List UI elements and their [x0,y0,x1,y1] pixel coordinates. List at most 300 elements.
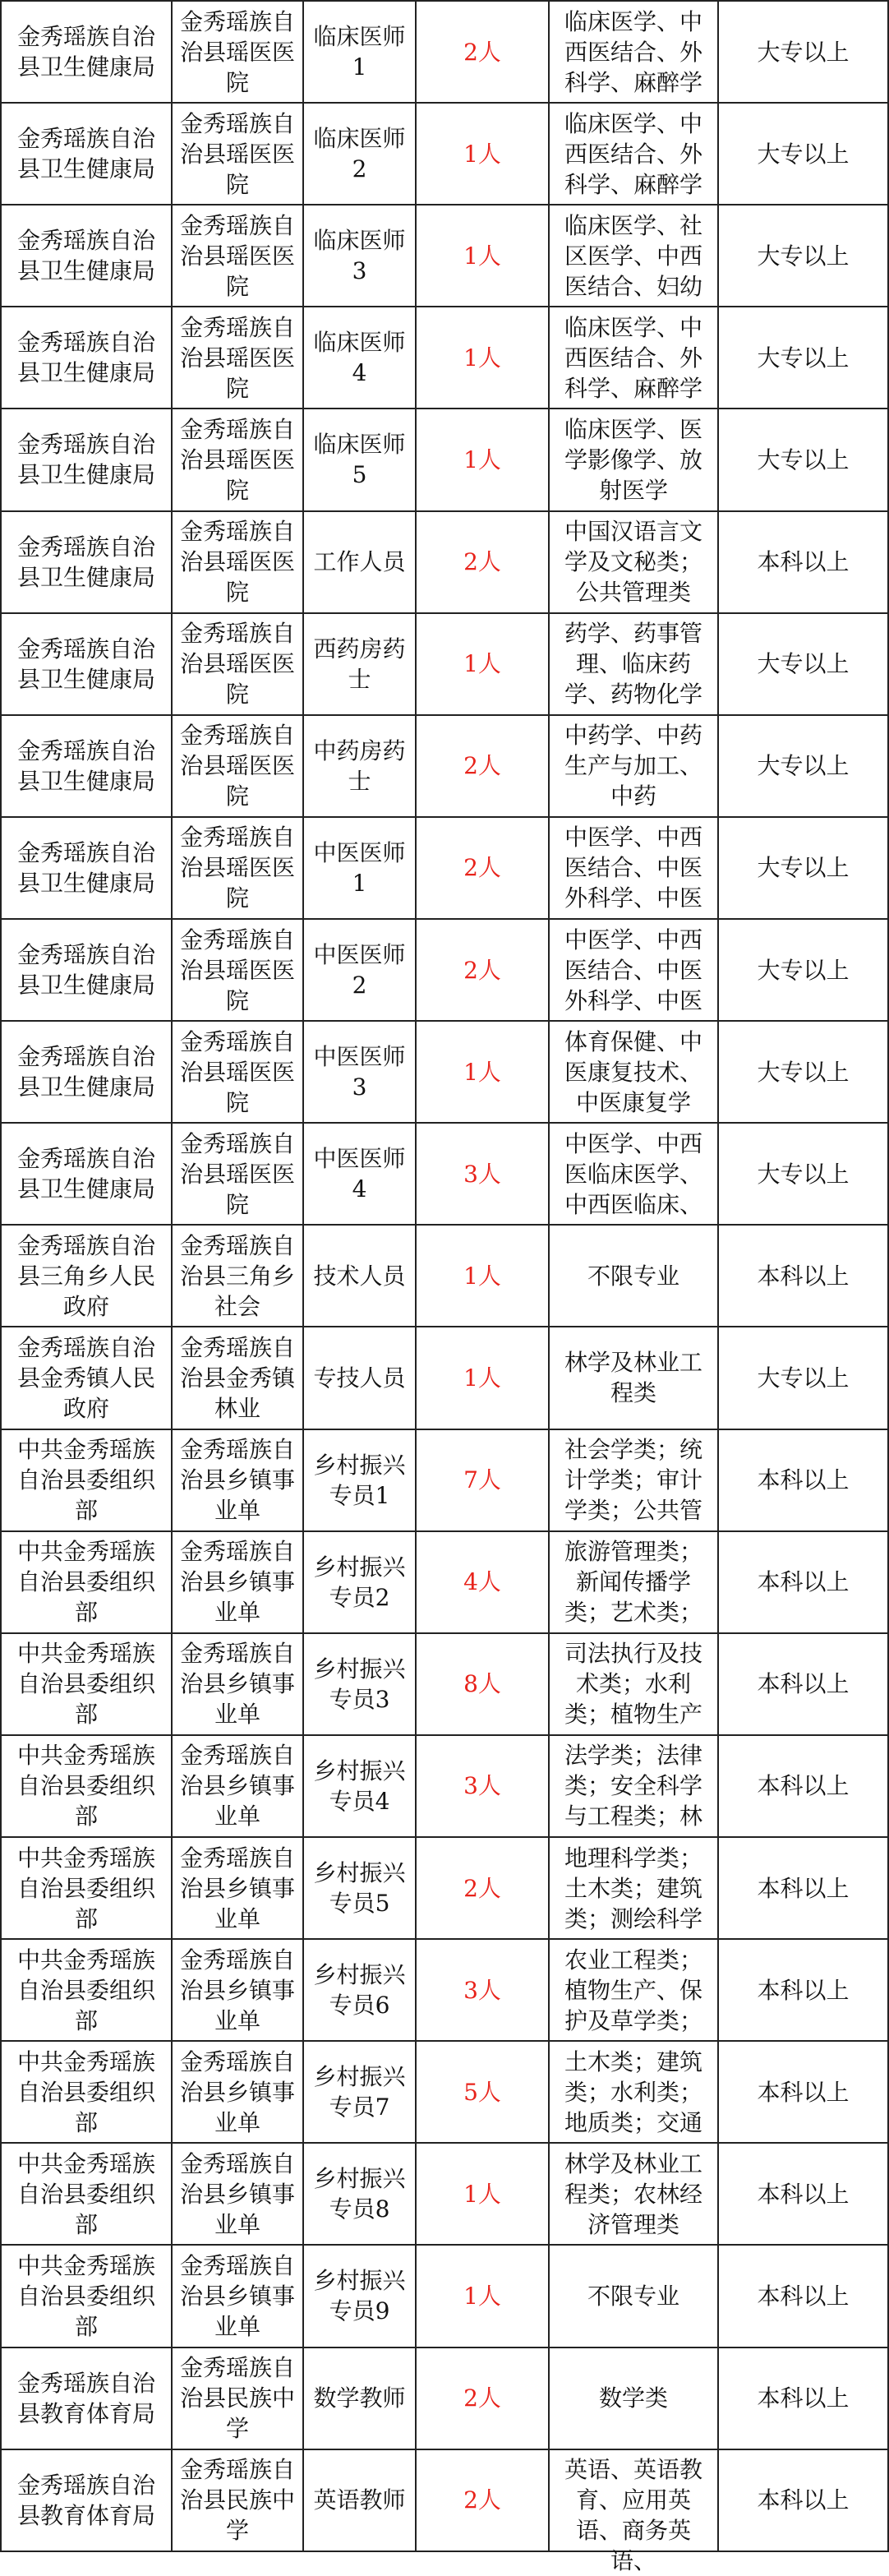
education-cell [718,1327,888,1429]
education-cell [718,919,888,1021]
education-cell [718,2347,888,2449]
unit-cell-text: 金秀瑶族自治县瑶医医院 [179,722,295,810]
major-cell [549,2041,718,2143]
major-cell [549,1735,718,1837]
unit-cell-text: 金秀瑶族自治县乡镇事业单 [179,1946,295,2034]
headcount-cell [416,2347,549,2449]
department-cell [1,2143,172,2245]
education-cell [718,1021,888,1123]
education-cell [718,1531,888,1633]
department-cell-text: 中共金秀瑶族自治县委组织部 [16,2047,155,2136]
position-cell-text: 临床医师2 [313,125,406,183]
major-cell-text: 临床医学、中西医结合、外科学、麻醉学 [564,313,702,402]
department-cell [1,2347,172,2449]
table-row [1,409,888,510]
position-cell-text: 工作人员 [313,548,406,576]
education-cell-text: 本科以上 [757,1772,850,1800]
table-row [1,1225,888,1327]
department-cell-text: 金秀瑶族自治县卫生健康局 [16,533,155,591]
department-cell-text: 金秀瑶族自治县三角乡人民政府 [16,1231,155,1320]
education-cell [718,2041,888,2143]
major-cell [549,2449,718,2575]
headcount-cell-text: 1人 [463,242,501,270]
headcount-cell-text: 3人 [463,1976,501,2004]
department-cell-text: 金秀瑶族自治县卫生健康局 [16,1043,155,1101]
department-cell [1,2449,172,2551]
department-cell [1,103,172,205]
major-cell [549,1327,718,1429]
position-cell-text: 乡村振兴专员9 [313,2267,406,2325]
unit-cell [172,1327,303,1429]
unit-cell [172,1633,303,1735]
table-row [1,715,888,817]
headcount-cell [416,205,549,307]
major-cell-text: 林学及林业工程类 [564,1349,702,1407]
department-cell-text: 中共金秀瑶族自治县委组织部 [16,1640,155,1729]
education-cell-text: 本科以上 [757,1670,850,1698]
table-row [1,1531,888,1633]
unit-cell [172,1939,303,2041]
unit-cell-text: 金秀瑶族自治县瑶医医院 [179,1129,295,1218]
major-cell [549,1939,718,2041]
major-cell-text: 中药学、中药生产与加工、中药 [564,722,702,810]
department-cell [1,2041,172,2143]
position-cell [303,817,416,919]
education-cell-text: 本科以上 [757,2078,850,2106]
major-cell-text: 中国汉语言文学及文秘类；公共管理类 [564,518,702,607]
education-cell-text: 本科以上 [757,2180,850,2208]
department-cell-text: 金秀瑶族自治县卫生健康局 [16,941,155,999]
education-cell [718,715,888,817]
department-cell [1,1225,172,1327]
table-row [1,103,888,205]
headcount-cell-text: 1人 [463,1364,501,1392]
position-cell [303,1021,416,1123]
unit-cell [172,103,303,205]
major-cell [549,715,718,817]
major-cell-text: 临床医学、医学影像学、放射医学 [564,415,702,504]
department-cell-text: 中共金秀瑶族自治县委组织部 [16,1742,155,1830]
unit-cell [172,2041,303,2143]
department-cell-text: 金秀瑶族自治县卫生健康局 [16,23,155,81]
headcount-cell-text: 2人 [463,752,501,780]
position-cell [303,1,416,103]
table-row [1,919,888,1021]
major-cell-text: 中医学、中西医结合、中医外科学、中医 [564,926,702,1014]
department-cell [1,307,172,409]
position-cell-text: 中医医师1 [313,838,406,897]
major-cell [549,1225,718,1327]
position-cell [303,1939,416,2041]
department-cell-text: 中共金秀瑶族自治县委组织部 [16,2251,155,2340]
major-cell [549,2143,718,2245]
major-cell-text: 不限专业 [587,2282,679,2310]
headcount-cell [416,1327,549,1429]
position-cell [303,103,416,205]
headcount-cell-text: 1人 [463,1262,501,1290]
unit-cell [172,817,303,919]
table-row [1,1429,888,1531]
unit-cell [172,2449,303,2551]
table-row [1,1123,888,1225]
education-cell [718,205,888,307]
headcount-cell [416,613,549,715]
department-cell-text: 金秀瑶族自治县教育体育局 [16,2369,155,2427]
unit-cell [172,1837,303,1939]
position-cell-text: 乡村振兴专员7 [313,2063,406,2121]
department-cell [1,1429,172,1531]
department-cell-text: 中共金秀瑶族自治县委组织部 [16,1436,155,1525]
position-cell [303,511,416,613]
unit-cell-text: 金秀瑶族自治县乡镇事业单 [179,1538,295,1627]
education-cell [718,2245,888,2347]
unit-cell [172,1735,303,1837]
major-cell-text: 体育保健、中医康复技术、中医康复学 [564,1027,702,1116]
major-cell-text: 土木类；建筑类；水利类；地质类；交通 [564,2047,702,2136]
table-row [1,2245,888,2347]
major-cell-text: 中医学、中西医临床医学、中西医临床、 [564,1129,702,1218]
major-cell [549,1,718,103]
position-cell [303,2347,416,2449]
position-cell [303,1225,416,1327]
table-row [1,307,888,409]
department-cell [1,1021,172,1123]
department-cell [1,205,172,307]
unit-cell-text: 金秀瑶族自治县乡镇事业单 [179,2251,295,2340]
major-cell-text: 司法执行及技术类；水利类；植物生产 [564,1640,702,1729]
table-row [1,613,888,715]
education-cell-text: 本科以上 [757,1976,850,2004]
unit-cell [172,613,303,715]
major-cell [549,307,718,409]
unit-cell [172,1021,303,1123]
major-cell [549,103,718,205]
headcount-cell [416,2449,549,2551]
education-cell [718,2449,888,2551]
major-cell [549,2347,718,2449]
position-cell-text: 临床医师3 [313,227,406,285]
unit-cell-text: 金秀瑶族自治县瑶医医院 [179,313,295,402]
department-cell-text: 金秀瑶族自治县卫生健康局 [16,227,155,285]
education-cell [718,613,888,715]
unit-cell [172,511,303,613]
headcount-cell [416,409,549,510]
table-row [1,1939,888,2041]
headcount-cell [416,1531,549,1633]
education-cell-text: 大专以上 [757,854,850,882]
unit-cell-text: 金秀瑶族自治县瑶医医院 [179,415,295,504]
table-row [1,1,888,103]
major-cell-text: 临床医学、中西医结合、外科学、麻醉学 [564,7,702,96]
education-cell-text: 大专以上 [757,344,850,372]
department-cell-text: 金秀瑶族自治县卫生健康局 [16,838,155,897]
headcount-cell [416,1,549,103]
headcount-cell-text: 2人 [463,956,501,984]
education-cell-text: 本科以上 [757,2282,850,2310]
headcount-cell-text: 7人 [463,1466,501,1494]
position-cell-text: 乡村振兴专员2 [313,1553,406,1611]
major-cell [549,1123,718,1225]
unit-cell [172,1429,303,1531]
department-cell [1,1123,172,1225]
position-cell-text: 技术人员 [313,1262,406,1290]
headcount-cell [416,1429,549,1531]
department-cell [1,613,172,715]
education-cell [718,1837,888,1939]
unit-cell-text: 金秀瑶族自治县金秀镇林业 [179,1333,295,1422]
education-cell [718,1633,888,1735]
headcount-cell-text: 3人 [463,1772,501,1800]
position-cell-text: 乡村振兴专员8 [313,2165,406,2223]
table-row [1,511,888,613]
headcount-cell-text: 4人 [463,1568,501,1596]
position-cell [303,613,416,715]
major-cell [549,1021,718,1123]
education-cell-text: 本科以上 [757,2384,850,2412]
department-cell-text: 中共金秀瑶族自治县委组织部 [16,1844,155,1932]
unit-cell-text: 金秀瑶族自治县乡镇事业单 [179,1742,295,1830]
education-cell [718,1123,888,1225]
major-cell-text: 社会学类；统计学类；审计学类；公共管 [564,1436,702,1525]
education-cell-text: 本科以上 [757,1466,850,1494]
unit-cell [172,1123,303,1225]
unit-cell-text: 金秀瑶族自治县乡镇事业单 [179,2149,295,2238]
unit-cell-text: 金秀瑶族自治县乡镇事业单 [179,1844,295,1932]
position-cell-text: 临床医师4 [313,329,406,387]
education-cell [718,1429,888,1531]
position-cell [303,2143,416,2245]
headcount-cell-text: 2人 [463,854,501,882]
headcount-cell [416,1939,549,2041]
headcount-cell-text: 1人 [463,1058,501,1086]
major-cell-text: 地理科学类；土木类；建筑类；测绘科学 [564,1844,702,1932]
unit-cell-text: 金秀瑶族自治县乡镇事业单 [179,1640,295,1729]
major-cell [549,409,718,510]
headcount-cell [416,1123,549,1225]
table-row [1,1021,888,1123]
education-cell-text: 大专以上 [757,650,850,678]
unit-cell-text: 金秀瑶族自治县瑶医医院 [179,824,295,912]
headcount-cell-text: 1人 [463,445,501,473]
headcount-cell [416,2245,549,2347]
department-cell [1,1837,172,1939]
headcount-cell-text: 1人 [463,650,501,678]
headcount-cell-text: 2人 [463,38,501,66]
table-row [1,817,888,919]
education-cell-text: 本科以上 [757,1262,850,1290]
major-cell-text: 英语、英语教育、应用英语、商务英语、 [564,2456,702,2575]
education-cell-text: 本科以上 [757,1874,850,1902]
department-cell [1,1735,172,1837]
education-cell [718,409,888,510]
table-body [1,1,888,2575]
unit-cell [172,2347,303,2449]
department-cell-text: 中共金秀瑶族自治县委组织部 [16,1946,155,2034]
table-row [1,205,888,307]
unit-cell-text: 金秀瑶族自治县瑶医医院 [179,211,295,300]
position-cell [303,1837,416,1939]
major-cell [549,1429,718,1531]
major-cell [549,817,718,919]
education-cell [718,511,888,613]
major-cell [549,613,718,715]
education-cell [718,1225,888,1327]
headcount-cell-text: 1人 [463,344,501,372]
department-cell-text: 金秀瑶族自治县卫生健康局 [16,736,155,795]
major-cell [549,205,718,307]
headcount-cell [416,817,549,919]
department-cell [1,715,172,817]
department-cell [1,919,172,1021]
headcount-cell [416,307,549,409]
education-cell [718,1939,888,2041]
department-cell [1,1531,172,1633]
unit-cell-text: 金秀瑶族自治县乡镇事业单 [179,2047,295,2136]
unit-cell-text: 金秀瑶族自治县三角乡社会 [179,1231,295,1320]
unit-cell-text: 金秀瑶族自治县乡镇事业单 [179,1436,295,1525]
education-cell-text: 本科以上 [757,1568,850,1596]
position-cell-text: 西药房药士 [313,635,406,693]
unit-cell [172,2245,303,2347]
position-cell [303,2041,416,2143]
unit-cell [172,1,303,103]
headcount-cell-text: 1人 [463,2180,501,2208]
education-cell-text: 本科以上 [757,548,850,576]
headcount-cell-text: 8人 [463,1670,501,1698]
education-cell [718,817,888,919]
education-cell-text: 本科以上 [757,2486,850,2514]
headcount-cell [416,1735,549,1837]
major-cell [549,919,718,1021]
education-cell-text: 大专以上 [757,1058,850,1086]
table-row [1,1633,888,1735]
headcount-cell-text: 2人 [463,2486,501,2514]
department-cell [1,1,172,103]
unit-cell-text: 金秀瑶族自治县瑶医医院 [179,1027,295,1116]
table-row [1,1327,888,1429]
education-cell-text: 大专以上 [757,242,850,270]
headcount-cell [416,919,549,1021]
table-row [1,2041,888,2143]
major-cell-text: 林学及林业工程类；农林经济管理类 [564,2149,702,2238]
department-cell-text: 金秀瑶族自治县卫生健康局 [16,431,155,489]
education-cell-text: 大专以上 [757,1364,850,1392]
unit-cell-text: 金秀瑶族自治县瑶医医院 [179,620,295,709]
major-cell [549,511,718,613]
education-cell-text: 大专以上 [757,1160,850,1188]
department-cell-text: 金秀瑶族自治县卫生健康局 [16,635,155,693]
headcount-cell [416,1021,549,1123]
position-cell-text: 乡村振兴专员6 [313,1961,406,2020]
headcount-cell-text: 2人 [463,2384,501,2412]
major-cell-text: 中医学、中西医结合、中医外科学、中医 [564,824,702,912]
department-cell [1,409,172,510]
headcount-cell-text: 1人 [463,140,501,168]
position-cell-text: 乡村振兴专员5 [313,1859,406,1918]
position-cell-text: 英语教师 [313,2486,406,2514]
position-cell [303,1633,416,1735]
position-cell-text: 乡村振兴专员3 [313,1655,406,1713]
position-cell [303,409,416,510]
major-cell [549,1531,718,1633]
position-cell-text: 中医医师4 [313,1145,406,1203]
department-cell [1,817,172,919]
unit-cell [172,2143,303,2245]
department-cell [1,1939,172,2041]
major-cell [549,1837,718,1939]
position-cell-text: 乡村振兴专员1 [313,1451,406,1509]
major-cell-text: 法学类；法律类；安全科学与工程类；林 [564,1742,702,1830]
education-cell [718,1735,888,1837]
table-row [1,1837,888,1939]
headcount-cell-text: 2人 [463,548,501,576]
education-cell-text: 大专以上 [757,956,850,984]
position-cell [303,919,416,1021]
major-cell [549,1633,718,1735]
table-row [1,1735,888,1837]
department-cell [1,2245,172,2347]
position-cell [303,205,416,307]
unit-cell [172,919,303,1021]
major-cell-text: 不限专业 [587,1262,679,1290]
headcount-cell [416,715,549,817]
unit-cell [172,307,303,409]
headcount-cell-text: 2人 [463,1874,501,1902]
table-row [1,2347,888,2449]
position-cell [303,1327,416,1429]
unit-cell-text: 金秀瑶族自治县瑶医医院 [179,109,295,198]
department-cell-text: 金秀瑶族自治县金秀镇人民政府 [16,1333,155,1422]
headcount-cell-text: 5人 [463,2078,501,2106]
education-cell [718,307,888,409]
unit-cell-text: 金秀瑶族自治县民族中学 [179,2456,295,2545]
department-cell [1,511,172,613]
headcount-cell [416,2143,549,2245]
department-cell-text: 金秀瑶族自治县卫生健康局 [16,329,155,387]
education-cell-text: 大专以上 [757,38,850,66]
department-cell-text: 金秀瑶族自治县教育体育局 [16,2471,155,2529]
major-cell-text: 数学类 [598,2384,668,2412]
major-cell-text: 药学、药事管理、临床药学、药物化学 [564,620,702,709]
headcount-cell [416,1225,549,1327]
unit-cell [172,1225,303,1327]
headcount-cell-text: 3人 [463,1160,501,1188]
table-row [1,2449,888,2551]
major-cell [549,2245,718,2347]
position-cell-text: 乡村振兴专员4 [313,1757,406,1815]
education-cell [718,1,888,103]
position-cell [303,1123,416,1225]
department-cell-text: 金秀瑶族自治县卫生健康局 [16,1145,155,1203]
education-cell [718,2143,888,2245]
headcount-cell [416,1837,549,1939]
position-cell-text: 中药房药士 [313,736,406,795]
major-cell-text: 临床医学、中西医结合、外科学、麻醉学 [564,109,702,198]
education-cell [718,103,888,205]
department-cell-text: 金秀瑶族自治县卫生健康局 [16,125,155,183]
position-cell-text: 中医医师3 [313,1043,406,1101]
position-cell-text: 临床医师1 [313,23,406,81]
major-cell-text: 农业工程类；植物生产、保护及草学类； [564,1946,702,2034]
unit-cell [172,409,303,510]
education-cell-text: 大专以上 [757,445,850,473]
unit-cell-text: 金秀瑶族自治县瑶医医院 [179,7,295,96]
position-cell [303,1429,416,1531]
department-cell-text: 中共金秀瑶族自治县委组织部 [16,1538,155,1627]
position-cell-text: 数学教师 [313,2384,406,2412]
headcount-cell [416,2041,549,2143]
major-cell-text: 旅游管理类；新闻传播学类；艺术类； [564,1538,702,1627]
